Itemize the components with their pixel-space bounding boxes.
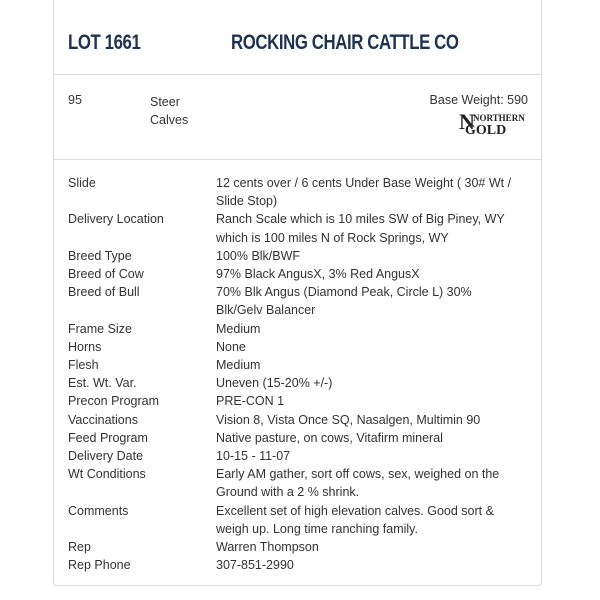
detail-value: 70% Blk Angus (Diamond Peak, Circle L) 30% Blk/Gelv Balancer (216, 285, 472, 318)
detail-row (54, 429, 541, 447)
detail-label: Precon Program (68, 394, 160, 409)
detail-label: Rep (68, 540, 91, 555)
detail-value: Warren Thompson (216, 540, 319, 555)
northern-gold-logo (453, 109, 529, 137)
detail-value: Medium (216, 321, 261, 336)
detail-label: Wt Conditions (68, 467, 146, 482)
detail-value: PRE-CON 1 (216, 394, 285, 409)
detail-label: Flesh (68, 358, 99, 373)
detail-value: Vision 8, Vista Once SQ, Nasalgen, Multimin 90 (216, 412, 481, 427)
detail-value: Uneven (15-20% +/-) (216, 376, 333, 391)
detail-row (54, 338, 541, 356)
detail-row (54, 538, 541, 556)
detail-row (54, 320, 541, 338)
logo-text-bottom: GOLD (465, 123, 507, 137)
detail-label: Delivery Location (68, 212, 164, 227)
detail-label: Frame Size (68, 321, 132, 336)
detail-row (54, 556, 541, 574)
detail-row (54, 210, 541, 246)
detail-label: Breed of Cow (68, 267, 144, 282)
detail-value: Ranch Scale which is 10 miles SW of Big Piney, WY which is 100 miles N of Rock Springs, WY (216, 212, 505, 245)
detail-value: 307-851-2990 (216, 558, 294, 573)
detail-value: None (216, 339, 246, 354)
detail-row (54, 356, 541, 374)
detail-row (54, 174, 541, 210)
detail-value: 100% Blk/BWF (216, 248, 301, 263)
detail-label: Vaccinations (68, 412, 138, 427)
detail-value: 12 cents over / 6 cents Under Base Weight ( 30# Wt / Slide Stop) (216, 176, 512, 209)
detail-value: Excellent set of high elevation calves. Good sort & weigh up. Long time ranching family. (216, 503, 494, 536)
lot-summary (54, 75, 541, 160)
detail-label: Slide (68, 176, 96, 190)
head-count: 95 (68, 93, 82, 107)
detail-row (54, 411, 541, 429)
cattle-class: Steer Calves (150, 95, 189, 127)
detail-label: Feed Program (68, 430, 148, 445)
detail-label: Breed Type (68, 248, 132, 263)
detail-label: Comments (68, 503, 129, 518)
detail-label: Est. Wt. Var. (68, 376, 137, 391)
lot-details (54, 160, 541, 574)
detail-value: 97% Black AngusX, 3% Red AngusX (216, 267, 420, 282)
base-weight: Base Weight: 590 (429, 93, 528, 107)
svg-text:N: N (459, 109, 475, 134)
detail-label: Breed of Bull (68, 285, 140, 300)
lot-header (54, 0, 541, 75)
detail-row (54, 447, 541, 465)
detail-row (54, 392, 541, 410)
detail-row (54, 502, 541, 538)
detail-value: Native pasture, on cows, Vitafirm mineral (216, 430, 443, 445)
detail-value: 10-15 - 11-07 (216, 449, 291, 464)
detail-row (54, 265, 541, 283)
lot-card (53, 0, 542, 586)
detail-row (54, 283, 541, 319)
lot-number: LOT 1661 (68, 31, 141, 54)
logo-text-top: NORTHERN (473, 113, 525, 123)
detail-label: Delivery Date (68, 449, 144, 464)
seller-name: ROCKING CHAIR CATTLE CO (231, 31, 459, 54)
detail-label: Rep Phone (68, 558, 131, 573)
detail-value: Medium (216, 358, 261, 373)
detail-row (54, 465, 541, 501)
detail-row (54, 247, 541, 265)
detail-label: Horns (68, 339, 102, 354)
detail-value: Early AM gather, sort off cows, sex, weighed on the Ground with a 2 % shrink. (216, 467, 500, 500)
detail-row (54, 374, 541, 392)
